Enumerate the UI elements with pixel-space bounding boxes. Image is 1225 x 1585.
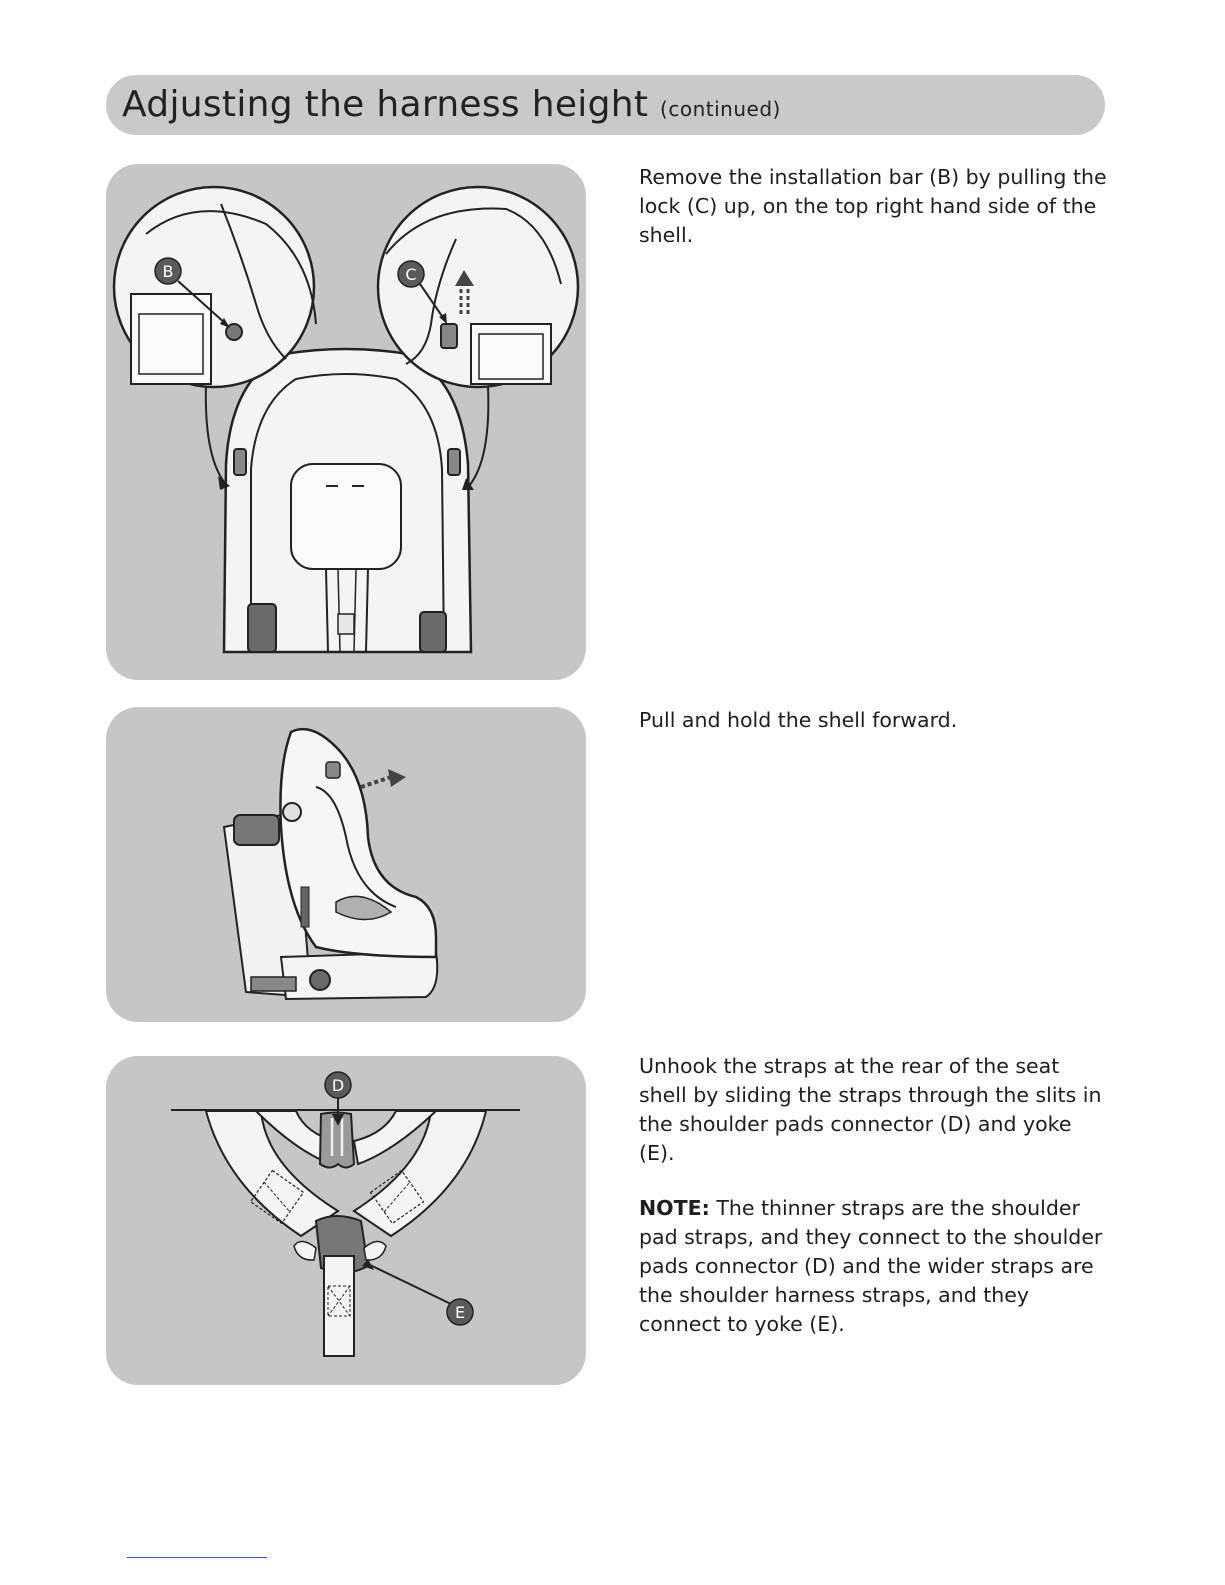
header-bar	[106, 75, 1105, 135]
seat-back-illustration	[106, 164, 586, 680]
title-suffix: (continued)	[660, 97, 781, 121]
illustration-panel-3	[106, 1056, 586, 1385]
callout-d	[325, 1072, 351, 1098]
step-1-text: Remove the installation bar (B) by pulling the lock (C) up, on the top right hand side of the shell.	[639, 165, 1107, 247]
page-title	[122, 84, 781, 130]
callout-b	[155, 258, 181, 284]
callout-c-label: C	[405, 265, 417, 284]
step-3-note	[639, 1194, 1109, 1339]
callout-e	[447, 1299, 473, 1325]
step-3-text: Unhook the straps at the rear of the seat shell by sliding the straps through the slits in the shoulder pads connector (D) and yoke (E).	[639, 1054, 1102, 1165]
step-2-text: Pull and hold the shell forward.	[639, 708, 958, 732]
illustration-panel-2	[106, 707, 586, 1022]
title-main: Adjusting the harness height	[122, 84, 649, 125]
callout-c	[398, 261, 424, 287]
callout-b-label: B	[162, 262, 174, 281]
illustration-panel-1	[106, 164, 586, 680]
callout-e-label: E	[454, 1303, 466, 1322]
note-text: The thinner straps are the shoulder pad straps, and they connect to the shoulder pads connector (D) and the wider straps are the shoulder harness straps, and they connect to yoke (E).	[639, 1196, 1103, 1336]
seat-side-illustration	[106, 707, 586, 1022]
note-label: NOTE:	[639, 1196, 710, 1220]
straps-illustration	[106, 1056, 586, 1385]
callout-d-label: D	[331, 1076, 345, 1095]
footer-link-underline	[127, 1557, 267, 1558]
